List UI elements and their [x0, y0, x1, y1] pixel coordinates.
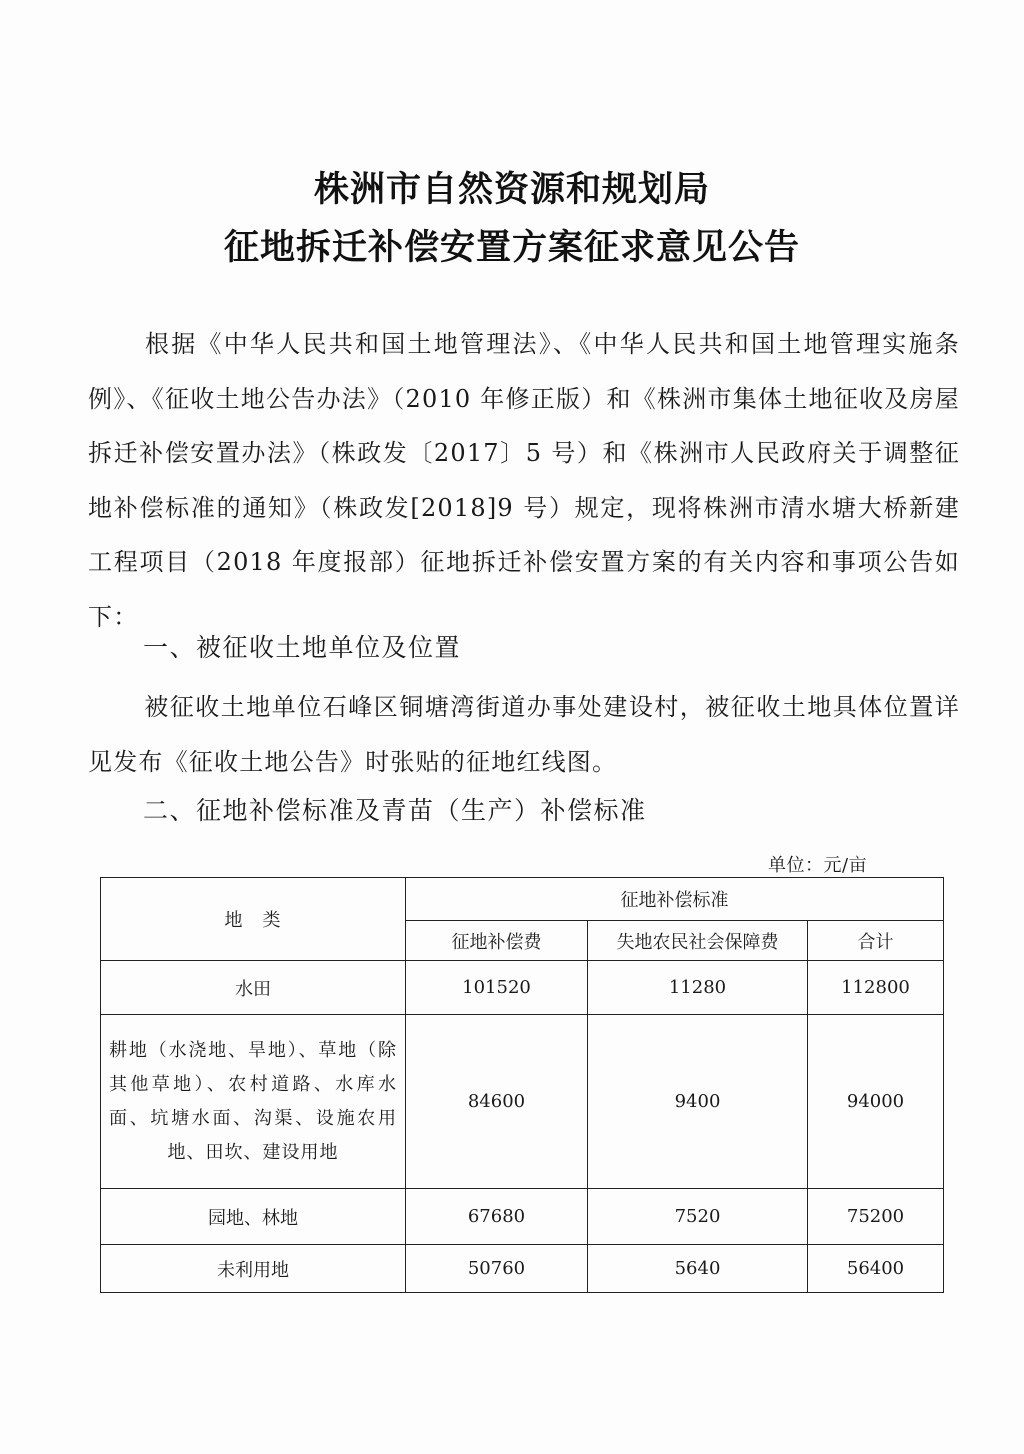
cell-compensation: 50760: [406, 1245, 588, 1293]
table-row: [101, 961, 944, 1015]
table-row: [101, 1245, 944, 1293]
header-group-compensation-standard: 征地补偿标准: [406, 878, 944, 921]
cell-land-type: 耕地（水浇地、旱地）、草地（除其他草地）、农村道路、水库水面、坑塘水面、沟渠、设施农用地、田坎、建设用地: [101, 1015, 406, 1189]
document-title-line2: 征地拆迁补偿安置方案征求意见公告: [223, 228, 800, 268]
cell-land-type: 未利用地: [101, 1245, 406, 1293]
header-total: 合计: [808, 921, 944, 961]
unit-note: 单位：元/亩: [768, 855, 868, 876]
header-land-type: 地 类: [101, 878, 406, 961]
cell-compensation: 67680: [406, 1189, 588, 1245]
section1-paragraph: [88, 680, 960, 789]
section2-heading: 二、征地补偿标准及青苗（生产）补偿标准: [143, 796, 647, 825]
table-header-row: [101, 878, 944, 921]
cell-total: 56400: [808, 1245, 944, 1293]
cell-social-security: 7520: [588, 1189, 808, 1245]
intro-paragraph: [88, 317, 960, 644]
cell-total: 94000: [808, 1015, 944, 1189]
compensation-table: [100, 877, 944, 1293]
cell-total: 75200: [808, 1189, 944, 1245]
cell-social-security: 5640: [588, 1245, 808, 1293]
cell-land-type: 园地、林地: [101, 1189, 406, 1245]
document-title-line1: 株洲市自然资源和规划局: [313, 170, 710, 210]
header-compensation: 征地补偿费: [406, 921, 588, 961]
cell-compensation: 101520: [406, 961, 588, 1015]
cell-total: 112800: [808, 961, 944, 1015]
intro-paragraph-text: 根据《中华人民共和国土地管理法》、《中华人民共和国土地管理实施条例》、《征收土地公告办法》（2010 年修正版）和《株洲市集体土地征收及房屋拆迁补偿安置办法》（株政发〔2017〕5 号）和《株洲市人民政府关于调整征地补偿标准的通知》（株政发[2018]9 号）规定，现将株洲市清水塘大桥新建工程项目（2018 年度报部）征地拆迁补偿安置方案的有关内容和事项公告如下：: [88, 330, 960, 631]
cell-land-type: 水田: [101, 961, 406, 1015]
section1-paragraph-text: 被征收土地单位石峰区铜塘湾街道办事处建设村，被征收土地具体位置详见发布《征收土地公告》时张贴的征地红线图。: [88, 693, 960, 776]
section1-heading: 一、被征收土地单位及位置: [143, 633, 462, 662]
table-row: [101, 1189, 944, 1245]
table-row: [101, 1015, 944, 1189]
header-social-security: 失地农民社会保障费: [588, 921, 808, 961]
cell-social-security: 9400: [588, 1015, 808, 1189]
cell-compensation: 84600: [406, 1015, 588, 1189]
cell-social-security: 11280: [588, 961, 808, 1015]
